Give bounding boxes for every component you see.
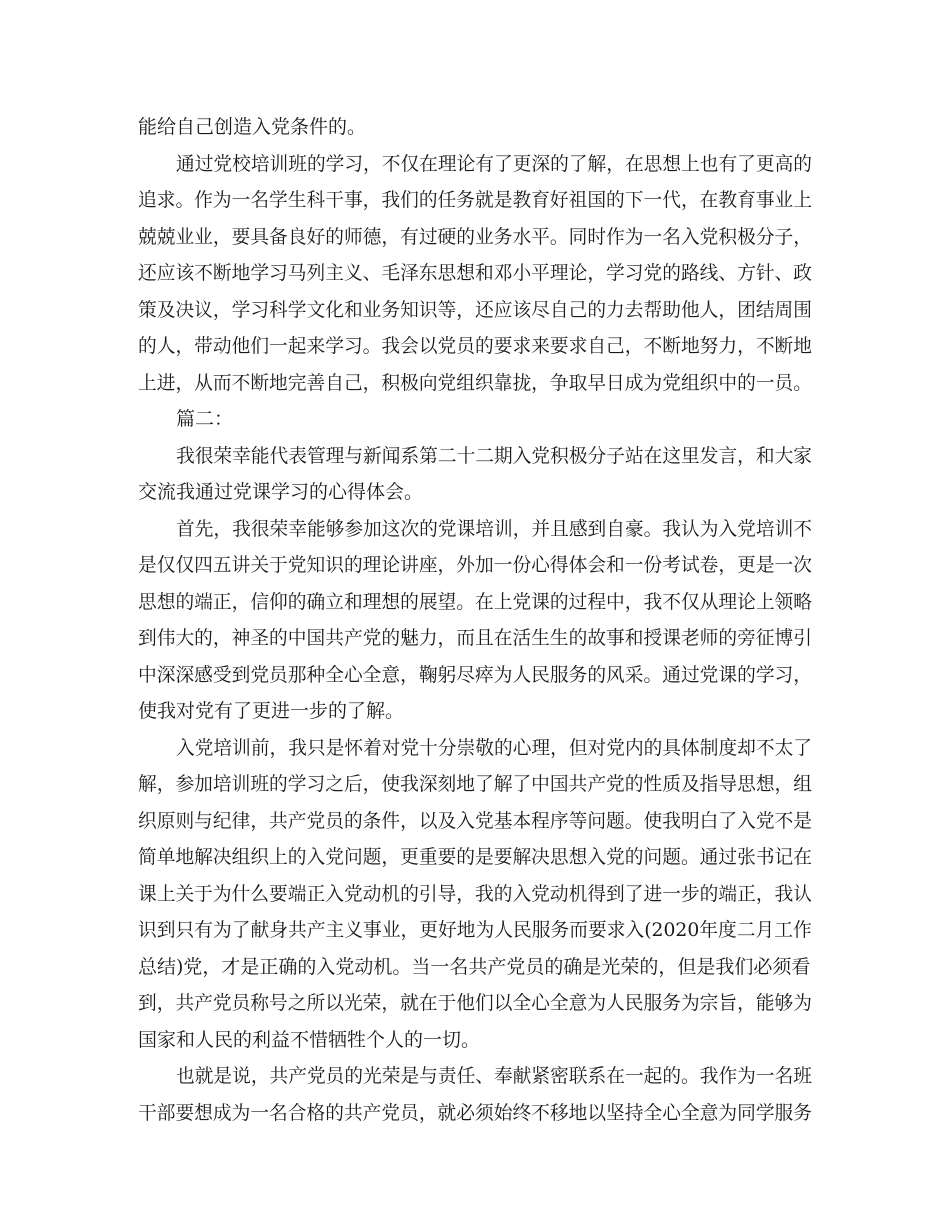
text-line: 是仅仅四五讲关于党知识的理论讲座，外加一份心得体会和一份考试卷，更是一次 [138, 554, 813, 576]
text-line: 首先，我很荣幸能够参加这次的党课培训，并且感到自豪。我认为入党培训不 [176, 518, 813, 540]
text-line: 识到只有为了献身共产主义事业，更好地为人民服务而要求入(2020年度二月工作 [138, 919, 812, 941]
text-line: 干部要想成为一名合格的共产党员，就必须始终不移地以坚持全心全意为同学服务 [138, 1102, 813, 1124]
text-line: 交流我通过党课学习的心得体会。 [138, 481, 424, 503]
text-line: 思想的端正，信仰的确立和理想的展望。在上党课的过程中，我不仅从理论上领略 [138, 591, 813, 613]
text-line: 简单地解决组织上的入党问题，更重要的是要解决思想入党的问题。通过张书记在 [138, 846, 813, 868]
text-line: 我很荣幸能代表管理与新闻系第二十二期入党积极分子站在这里发言，和大家 [176, 445, 813, 467]
text-line: 织原则与纪律，共产党员的条件，以及入党基本程序等问题。使我明白了入党不是 [138, 810, 813, 832]
text-line: 也就是说，共产党员的光荣是与责任、奉献紧密联系在一起的。我作为一名班 [176, 1065, 813, 1087]
text-line: 通过党校培训班的学习，不仅在理论有了更深的了解，在思想上也有了更高的 [176, 153, 813, 175]
text-line: 解，参加培训班的学习之后，使我深刻地了解了中国共产党的性质及指导思想，组 [138, 773, 813, 795]
text-line: 兢兢业业，要具备良好的师德，有过硬的业务水平。同时作为一名入党积极分子， [138, 226, 813, 248]
text-line: 入党培训前，我只是怀着对党十分崇敬的心理，但对党内的具体制度却不太了 [176, 737, 813, 759]
text-line: 到伟大的，神圣的中国共产党的魅力，而且在活生生的故事和授课老师的旁征博引 [138, 627, 813, 649]
text-line: 还应该不断地学习马列主义、毛泽东思想和邓小平理论，学习党的路线、方针、政 [138, 262, 813, 284]
text-line: 课上关于为什么要端正入党动机的引导，我的入党动机得到了进一步的端正，我认 [138, 883, 813, 905]
text-line: 上进，从而不断地完善自己，积极向党组织靠拢，争取早日成为党组织中的一员。 [138, 372, 813, 394]
text-line: 的人，带动他们一起来学习。我会以党员的要求来要求自己，不断地努力，不断地 [138, 335, 813, 357]
text-line: 策及决议，学习科学文化和业务知识等，还应该尽自己的力去帮助他人，团结周围 [138, 299, 813, 321]
text-line: 国家和人民的利益不惜牺牲个人的一切。 [138, 1029, 481, 1051]
section-heading: 篇二： [176, 408, 234, 430]
text-line: 能给自己创造入党条件的。 [138, 116, 367, 138]
text-line: 总结)党，才是正确的入党动机。当一名共产党员的确是光荣的，但是我们必须看 [138, 956, 811, 978]
text-line: 使我对党有了更进一步的了解。 [138, 700, 405, 722]
text-line: 中深深感受到党员那种全心全意，鞠躬尽瘁为人民服务的风采。通过党课的学习， [138, 664, 813, 686]
text-line: 追求。作为一名学生科干事，我们的任务就是教育好祖国的下一代，在教育事业上 [138, 189, 813, 211]
text-line: 到，共产党员称号之所以光荣，就在于他们以全心全意为人民服务为宗旨，能够为 [138, 992, 813, 1014]
